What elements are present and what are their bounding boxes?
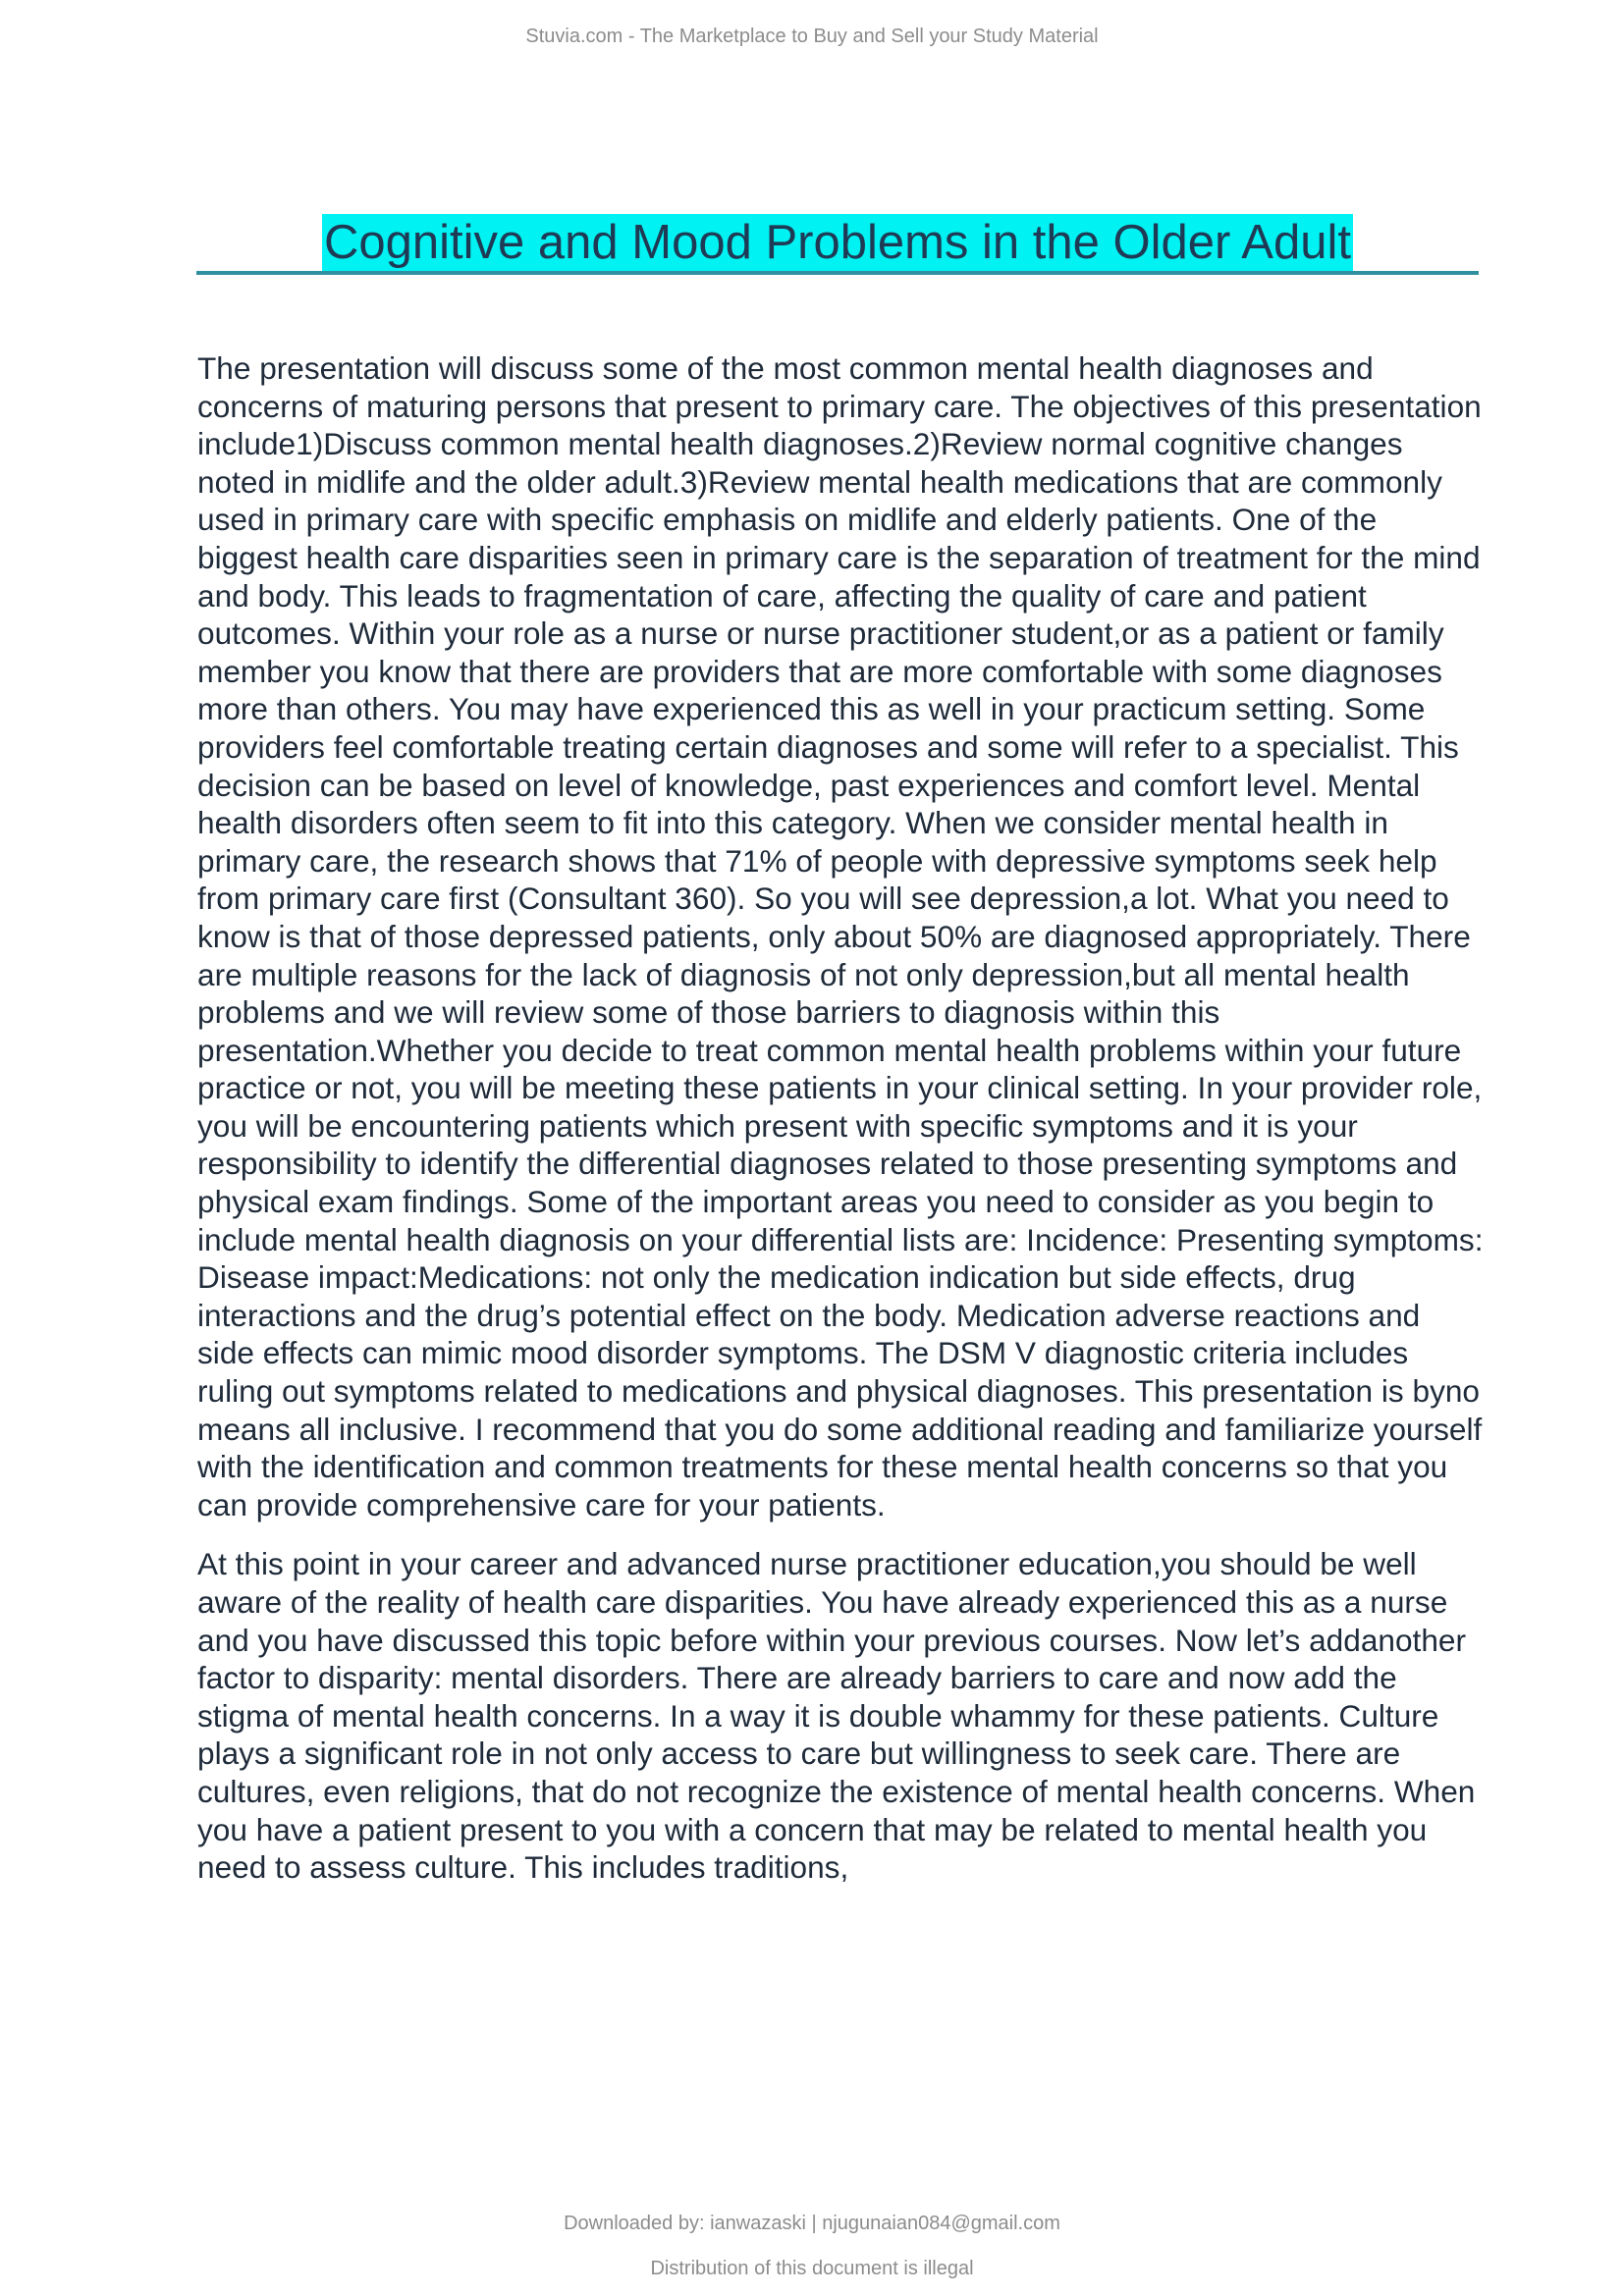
body-paragraph-2: At this point in your career and advanced nurse practitioner education,you should be well aware of the reality of health care disparities. You have already experienced this as a nurse and you have discussed this topic before within your previous courses. Now let’s addanother factor to disparity: mental disorders. There are already barriers to care and now add the stigma of mental health concerns. In a way it is double whammy for these patients. Culture plays a significant role in not only access to care but willingness to seek care. There are cultures, even religions, that do not recognize the existence of mental health concerns. When you have a patient present to you with a concern that may be related to mental health you need to assess culture. This includes traditions, [197,1546,1476,1886]
footer-downloaded-by: Downloaded by: ianwazaski | njugunaian084@gmail.com [564,2213,1060,2234]
title-block [196,204,1479,275]
stuvia-header-note: Stuvia.com - The Marketplace to Buy and Sell your Study Material [525,26,1099,47]
body-paragraph-1: The presentation will discuss some of the most common mental health diagnoses and concerns of maturing persons that present to primary care. The objectives of this presentation include1)Discuss common mental health diagnoses.2)Review normal cognitive changes noted in midlife and the older adult.3)Review mental health medications that are commonly used in primary care with specific emphasis on midlife and elderly patients. One of the biggest health care disparities seen in primary care is the separation of treatment for the mind and body. This leads to fragmentation of care, affecting the quality of care and patient outcomes. Within your role as a nurse or nurse practitioner student,or as a patient or family member you know that there are providers that are more comfortable with some diagnoses more than others. You may have experienced this as well in your practicum setting. Some providers feel comfortable treating certain diagnoses and some will refer to a specialist. This decision can be based on level of knowledge, past experiences and comfort level. Mental health disorders often seem to fit into this category. When we consider mental health in primary care, the research shows that 71% of people with depressive symptoms seek help from primary care first (Consultant 360). So you will see depression,a lot. What you need to know is that of those depressed patients, only about 50% are diagnosed appropriately. There are multiple reasons for the lack of diagnosis of not only depression,but all mental health problems and we will review some of those barriers to diagnosis within this presentation.Whether you decide to treat common mental health problems within your future practice or not, you will be meeting these patients in your clinical setting. In your provider role, you will be encountering patients which present with specific symptoms and it is your responsibility to identify the differential diagnoses related to those presenting symptoms and physical exam findings. Some of the important areas you need to consider as you begin to include mental health diagnosis on your differential lists are: Incidence: Presenting symptoms: Disease impact:Medications: not only the medication indication but side effects, drug interactions and the drug’s potential effect on the body. Medication adverse reactions and side effects can mimic mood disorder symptoms. The DSM V diagnostic criteria includes ruling out symptoms related to medications and physical diagnoses. This presentation is byno means all inclusive. I recommend that you do some additional reading and familiarize yourself with the identification and common treatments for these mental health concerns so that you can provide comprehensive care for your patients. [197,350,1484,1522]
document-title: Cognitive and Mood Problems in the Older Adult [324,216,1351,269]
footer-distribution-notice: Distribution of this document is illegal [650,2258,974,2279]
document-body [197,349,1484,1887]
